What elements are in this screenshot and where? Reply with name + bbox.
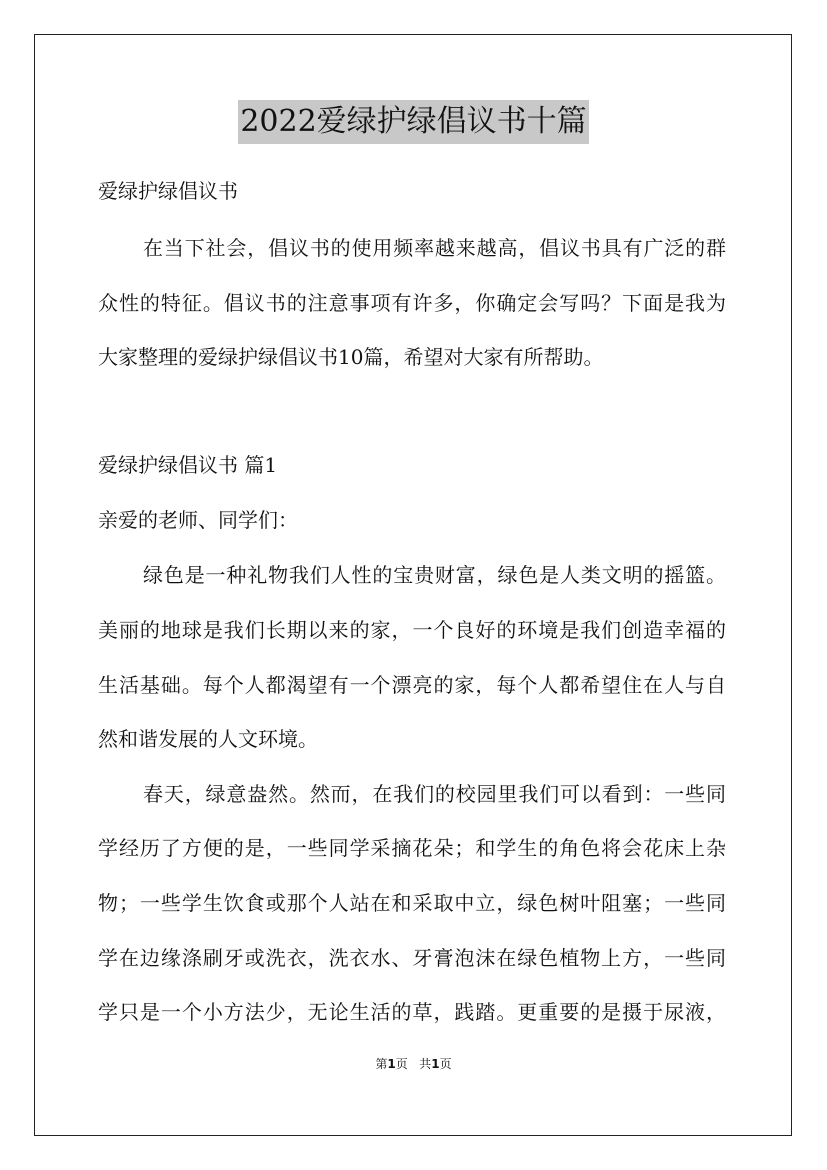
intro-line-3: 大家整理的爱绿护绿倡议书10篇，希望对大家有所帮助。 xyxy=(98,345,604,369)
document-title: 2022爱绿护绿倡议书十篇 xyxy=(238,100,588,144)
page-prefix: 第 xyxy=(375,1057,388,1071)
para1-line-1: 绿色是一种礼物我们人性的宝贵财富，绿色是人类文明的摇篮。 xyxy=(143,563,726,587)
page-footer xyxy=(0,1055,827,1073)
para2-line-4: 学在边缘涤刷牙或洗衣，洗衣水、牙膏泡沫在绿色植物上方，一些同 xyxy=(98,946,726,970)
total-pages: 1 xyxy=(431,1057,440,1071)
para1-line-3: 生活基础。每个人都渴望有一个漂亮的家，每个人都希望住在人与自 xyxy=(98,673,726,697)
intro-line-1: 在当下社会，倡议书的使用频率越来越高，倡议书具有广泛的群 xyxy=(143,236,726,260)
section-title: 爱绿护绿倡议书 篇1 xyxy=(98,453,278,477)
title-container xyxy=(0,100,827,144)
salutation: 亲爱的老师、同学们： xyxy=(98,508,298,532)
document-heading: 爱绿护绿倡议书 xyxy=(98,179,238,203)
para1-line-4: 然和谐发展的人文环境。 xyxy=(98,727,318,751)
para2-line-2: 学经历了方便的是，一些同学采摘花朵；和学生的角色将会花床上杂 xyxy=(98,836,726,860)
intro-line-2: 众性的特征。倡议书的注意事项有许多，你确定会写吗？下面是我为 xyxy=(98,291,726,315)
page-suffix: 页 xyxy=(395,1057,408,1071)
page-number: 1 xyxy=(387,1057,396,1071)
para2-line-1: 春天，绿意盎然。然而，在我们的校园里我们可以看到：一些同 xyxy=(143,782,726,806)
total-prefix: 共 xyxy=(419,1057,432,1071)
para2-line-5: 学只是一个小方法少，无论生活的草，践踏。更重要的是摄于尿液， xyxy=(98,1000,726,1024)
total-suffix: 页 xyxy=(439,1057,452,1071)
para2-line-3: 物；一些学生饮食或那个人站在和采取中立，绿色树叶阻塞；一些同 xyxy=(98,891,726,915)
para1-line-2: 美丽的地球是我们长期以来的家，一个良好的环境是我们创造幸福的 xyxy=(98,618,726,642)
